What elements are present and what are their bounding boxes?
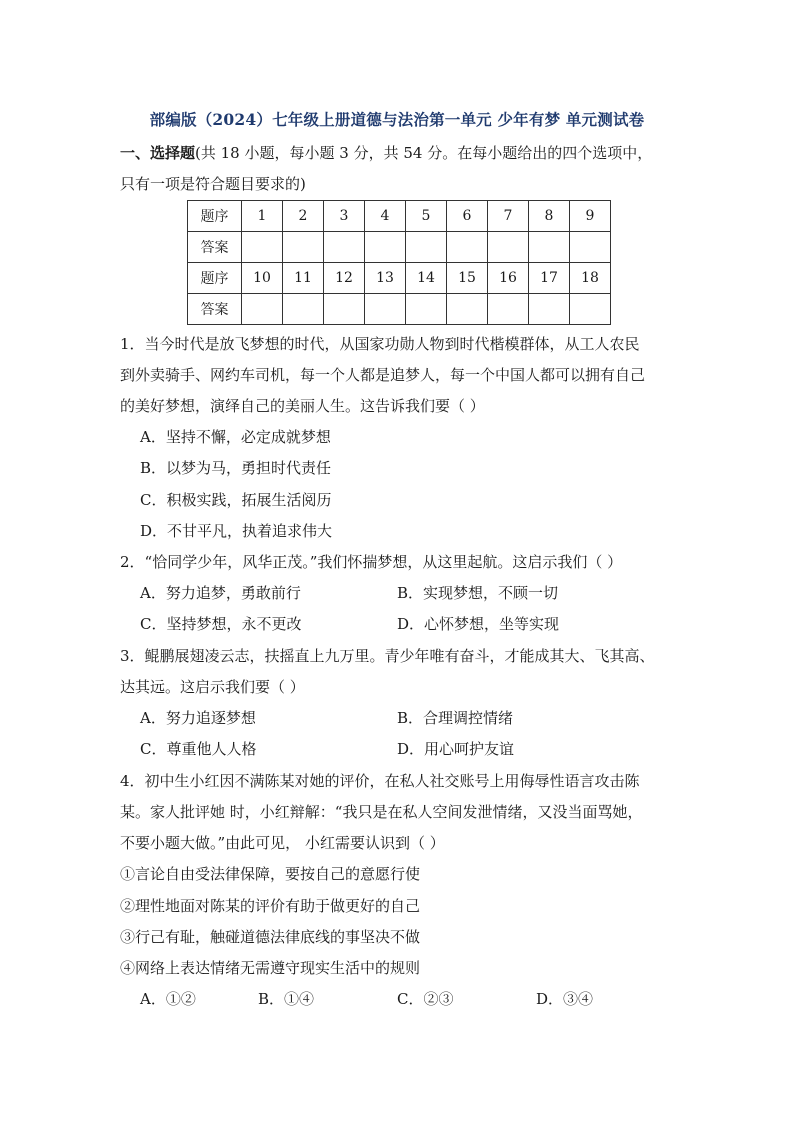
question-4-stem-line: 不要小题大做。”由此可见， 小红需要认识到（ ） [120, 834, 445, 852]
table-cell: 2 [283, 201, 324, 232]
question-1-stem-line: 1．当今时代是放飞梦想的时代，从国家功勋人物到时代楷模群体，从工人农民 [120, 335, 640, 353]
table-cell: 8 [529, 201, 570, 232]
row-label-number: 题序 [188, 201, 242, 232]
table-cell: 5 [406, 201, 447, 232]
answer-cell[interactable] [488, 294, 529, 325]
row-label-number: 题序 [188, 263, 242, 294]
answer-cell[interactable] [365, 294, 406, 325]
question-4-stem-line: 4．初中生小红因不满陈某对她的评价，在私人社交账号上用侮辱性语言攻击陈 [120, 772, 640, 790]
question-1-option-a[interactable]: A．坚持不懈，必定成就梦想 [140, 428, 331, 446]
table-row [188, 294, 611, 325]
section-heading-text: (共 18 小题，每小题 3 分，共 54 分。在每小题给出的四个选项中， [195, 144, 653, 162]
answer-cell[interactable] [447, 294, 488, 325]
answer-cell[interactable] [242, 232, 283, 263]
answer-cell[interactable] [324, 232, 365, 263]
section-heading-label: 一、选择题 [120, 144, 196, 162]
table-cell: 14 [406, 263, 447, 294]
section-heading [120, 143, 652, 163]
section-heading-line2: 只有一项是符合题目要求的) [120, 175, 306, 193]
table-cell: 16 [488, 263, 529, 294]
question-4-option-d[interactable]: D．③④ [536, 990, 594, 1008]
table-cell: 1 [242, 201, 283, 232]
answer-cell[interactable] [365, 232, 406, 263]
row-label-answer: 答案 [188, 232, 242, 263]
question-3-stem-line: 达其远。这启示我们要（ ） [120, 678, 305, 696]
question-2-option-a[interactable]: A．努力追梦，勇敢前行 [140, 584, 301, 602]
answer-cell[interactable] [447, 232, 488, 263]
answer-cell[interactable] [488, 232, 529, 263]
answer-cell[interactable] [570, 232, 611, 263]
question-1-stem-line: 的美好梦想，演绎自己的美丽人生。这告诉我们要（ ） [120, 397, 485, 415]
question-2-option-d[interactable]: D．心怀梦想，坐等实现 [397, 615, 560, 633]
question-3-option-a[interactable]: A．努力追逐梦想 [140, 709, 256, 727]
answer-cell[interactable] [242, 294, 283, 325]
table-cell: 11 [283, 263, 324, 294]
question-3-option-b[interactable]: B．合理调控情绪 [397, 709, 514, 727]
question-3-option-d[interactable]: D．用心呵护友谊 [397, 740, 515, 758]
question-3-option-c[interactable]: C．尊重他人人格 [140, 740, 257, 758]
question-4-statement: ④网络上表达情绪无需遵守现实生活中的规则 [120, 959, 421, 977]
answer-table [187, 200, 611, 325]
table-cell: 10 [242, 263, 283, 294]
answer-cell[interactable] [324, 294, 365, 325]
question-4-stem-line: 某。家人批评她 时，小红辩解：“我只是在私人空间发泄情绪，又没当面骂她， [120, 803, 643, 821]
answer-cell[interactable] [529, 232, 570, 263]
row-label-answer: 答案 [188, 294, 242, 325]
table-cell: 4 [365, 201, 406, 232]
question-4-statement: ①言论自由受法律保障，要按自己的意愿行使 [120, 865, 421, 883]
answer-cell[interactable] [529, 294, 570, 325]
table-cell: 15 [447, 263, 488, 294]
question-4-option-c[interactable]: C．②③ [397, 990, 454, 1008]
question-4-option-b[interactable]: B．①④ [258, 990, 315, 1008]
question-1-option-d[interactable]: D．不甘平凡，执着追求伟大 [140, 522, 333, 540]
question-4-option-a[interactable]: A．①② [140, 990, 196, 1008]
table-cell: 17 [529, 263, 570, 294]
question-2-stem-line: 2．“恰同学少年，风华正茂。”我们怀揣梦想，从这里起航。这启示我们（ ） [120, 553, 623, 571]
question-1-option-b[interactable]: B．以梦为马，勇担时代责任 [140, 459, 332, 477]
question-3-stem-line: 3．鲲鹏展翅凌云志，扶摇直上九万里。青少年唯有奋斗，才能成其大、飞其高、 [120, 647, 655, 665]
table-row [188, 263, 611, 294]
question-4-statement: ③行己有耻，触碰道德法律底线的事坚决不做 [120, 928, 421, 946]
table-cell: 3 [324, 201, 365, 232]
table-row [188, 201, 611, 232]
table-cell: 13 [365, 263, 406, 294]
question-2-option-c[interactable]: C．坚持梦想，永不更改 [140, 615, 302, 633]
answer-cell[interactable] [406, 294, 447, 325]
answer-cell[interactable] [283, 294, 324, 325]
question-1-option-c[interactable]: C．积极实践，拓展生活阅历 [140, 491, 332, 509]
table-cell: 9 [570, 201, 611, 232]
table-cell: 12 [324, 263, 365, 294]
question-4-statement: ②理性地面对陈某的评价有助于做更好的自己 [120, 897, 421, 915]
table-cell: 7 [488, 201, 529, 232]
answer-cell[interactable] [406, 232, 447, 263]
table-cell: 6 [447, 201, 488, 232]
question-2-option-b[interactable]: B．实现梦想，不顾一切 [397, 584, 559, 602]
table-row [188, 232, 611, 263]
table-cell: 18 [570, 263, 611, 294]
exam-title: 部编版（2024）七年级上册道德与法治第一单元 少年有梦 单元测试卷 [149, 110, 645, 129]
answer-cell[interactable] [283, 232, 324, 263]
answer-cell[interactable] [570, 294, 611, 325]
question-1-stem-line: 到外卖骑手、网约车司机，每一个人都是追梦人，每一个中国人都可以拥有自己 [120, 366, 646, 384]
